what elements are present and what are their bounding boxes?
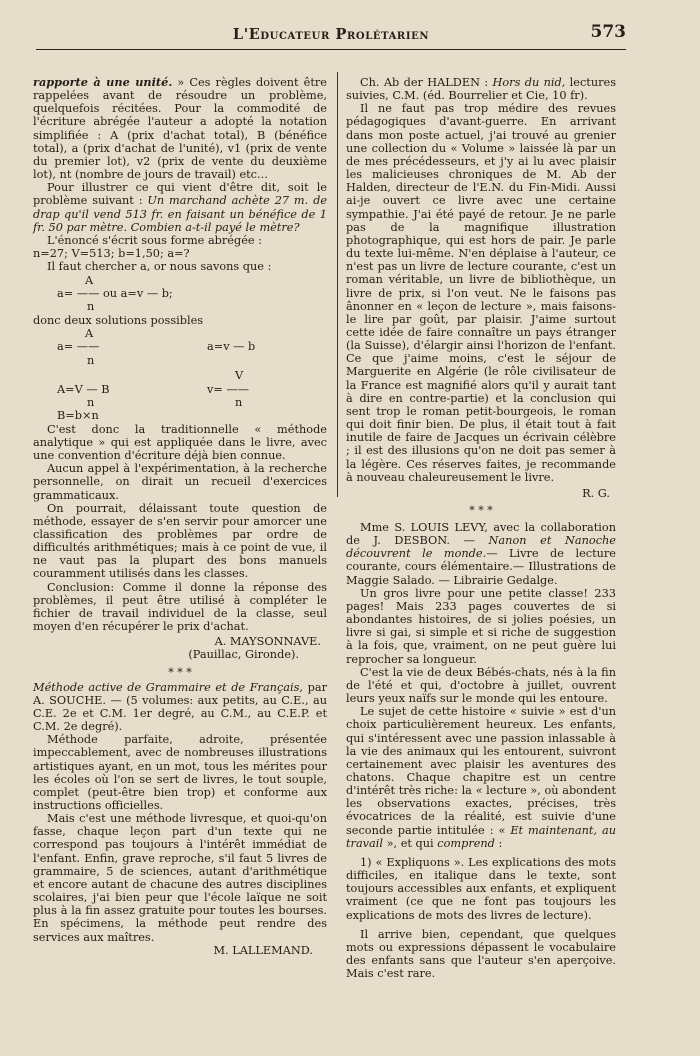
formula-denominator: n <box>87 300 95 314</box>
page-header <box>36 20 626 48</box>
review-1-paragraph: L'énoncé s'écrit sous forme abrégée : <box>47 233 262 247</box>
review-1-paragraph: On pourrait, délaissant toute question de méthode, essayer de s'en servir pour amorcer une classification des problèmes par ordre de difficultés arithmétiques; mais à ce point de vue, il ne vaut pas la plupart des bons manuels couramment utilisés dans les classes. <box>33 501 327 581</box>
review-1-paragraph <box>33 76 327 181</box>
formula-4: B=b×n <box>57 409 99 423</box>
problem-statement: Un marchand achète 27 m. de drap qu'il vend 513 fr. en faisant un bénéfice de 1 fr. 50 par mètre. Combien a-t-il payé le mètre? <box>33 194 327 234</box>
formula-2 <box>33 327 327 367</box>
section-stars: * * * <box>168 665 192 679</box>
formula-left: A=V — B <box>57 382 110 396</box>
book-author: Mme S. LOUIS LEVY, avec la collaboration de J. DESBON. — <box>346 521 616 548</box>
paragraph-text: », et qui <box>383 836 438 850</box>
review-4-paragraph <box>346 705 616 850</box>
review-3-signature: R. G. <box>582 486 610 500</box>
review-4-paragraph: C'est la vie de deux Bébés-chats, nés à la fin de l'été et qui, d'octobre à juillet, ouvrent leurs yeux naïfs sur le monde qui les entoure. <box>346 665 616 706</box>
formula-denominator: n <box>235 395 243 409</box>
review-2-paragraph: Mais c'est une méthode livresque, et quoi-qu'on fasse, chaque leçon part d'un texte qui ne correspond pas toujours à l'intérêt immédiat de l'enfant. Enfin, grave reproche, s'il faut 5 livres de grammaire, 5 de sciences, autant d'arithmétique et encore autant de chacune des autres disciplines scolaires, j'ai bien peur que l'école laïque ne soit plus à la fin assez gratuite pour toutes les bourses. En spécimens, la méthode peut rendre des services aux maîtres. <box>33 812 327 944</box>
page-number: 573 <box>590 22 626 42</box>
review-2-heading <box>33 681 327 734</box>
left-column <box>33 76 327 957</box>
review-1-paragraph: C'est donc la traditionnelle « méthode analytique » qui est appliquée dans le livre, avec une convention d'écriture déjà bien connue. <box>33 422 327 463</box>
journal-title: L'Educateur Prolétarien <box>232 26 430 43</box>
right-column <box>346 76 616 980</box>
review-1-conclusion: Conclusion: Comme il donne la réponse des problèmes, il peut être utilisé à compléter le fichier de travail individuel de la classe, seul moyen d'en récupérer le prix d'achat. <box>33 580 327 634</box>
review-1-paragraph: donc deux solutions possibles <box>33 313 204 327</box>
section-stars: * * * <box>469 504 493 517</box>
formula-right: v= —— <box>207 382 250 396</box>
review-1-place: (Pauillac, Gironde). <box>188 648 299 662</box>
formula-denominator: n <box>87 395 95 409</box>
formula-numerator: A <box>85 326 94 340</box>
review-3-paragraph: Il ne faut pas trop médire des revues pédagogiques d'avant-guerre. En arrivant dans mon poste actuel, j'ai trouvé au grenier une collection du « Volume » laissée là par un de mes précédesseurs, et j'y ai lu avec plaisir les malicieuses chroniques de M. Ab der Halden, directeur de l'E.N. du Fin-Midi. Aussi ai-je ouvert ce livre avec une certaine sympathie. J'ai été payé de retour. Je ne parle pas de la magnifique illustration photographique, qui est hors de pair. Je parle du texte lui-même. N'en déplaise à l'auteur, ce n'est pas un livre de lecture courante, c'est un roman véritable, un livre de bibliothèque, un livre de prix, si l'on veut. Ne le faisons pas ânonner en « leçon de lecture », mais faisons-le lire par goût, par plaisir. J'aime surtout cette idée de faire connaître un pays étranger (la Suisse), d'élargir ainsi l'horizon de l'enfant. Ce que j'aime moins, c'est le séjour de Marguerite en Algérie (le rôle civilisateur de la France est magnifié alors qu'il y aurait tant à dire en contre-partie) et la conclusion qui sent trop le roman petit-bourgeois, le roman qui doit finir bien. De plus, il était tout à fait inutile de faire de Jacques un écrivain célèbre ; il est des illusions qu'on ne doit pas semer à la légère. Ces réserves faites, je recommande à nouveau chaleureusement le livre. <box>346 102 616 484</box>
book-title: Nanon et Nanoche découvrent le monde. <box>346 534 616 561</box>
formula-numerator: V <box>235 369 244 383</box>
book-info: — Livre de lecture courante, cours élémentaire.— Illustrations de Maggie Salado. — Librairie Gedalge. <box>346 547 616 587</box>
paragraph-text: : <box>494 836 503 850</box>
emphasis-text: comprend <box>437 836 495 850</box>
paragraph-text: Pour illustrer ce qui vient d'être dit, soit le problème suivant : <box>33 181 327 208</box>
review-1-paragraph: Il faut chercher a, or nous savons que : <box>47 260 272 274</box>
book-title: Méthode active de Grammaire et de Français, <box>33 680 304 694</box>
formula-denominator: n <box>87 353 95 367</box>
review-1-paragraph <box>33 181 327 234</box>
emphasis-text: Et maintenant, au travail <box>346 823 616 850</box>
book-title: Hors du nid, <box>492 76 566 89</box>
book-info: lectures suivies, C.M. (éd. Bourrelier et Cie, 10 fr). <box>346 76 616 103</box>
paragraph-text: » Ces règles doivent être rappelées avant de résoudre un problème, quelquefois récitées. Pour la commodité de l'écriture abrégée l'auteur a adopté la notation simplifiée : A (prix d'achat total), B (bénéfice total), a (prix d'achat de l'unité), v1 (prix de vente du premier lot), v2 (prix de vente du deuxième lot), nt (nombre de jours de travail) etc... <box>33 76 327 182</box>
review-4-heading <box>346 521 616 587</box>
emphasis-text: rapporte à une unité. <box>33 75 173 89</box>
review-4-paragraph: Il arrive bien, cependant, que quelques mots ou expressions dépassent le vocabulaire des enfants sans que l'auteur s'en aperçoive. Mais c'est rare. <box>346 927 616 981</box>
review-3-heading <box>346 76 616 102</box>
formula-left: a= —— <box>57 340 100 354</box>
review-4-paragraph: Un gros livre pour une petite classe! 233 pages! Mais 233 pages couvertes de si abondantes histoires, de si jolies poésies, un livre si gai, si simple et si riche de suggestion à la fois, que, vraiment, on ne peut guère lui reprocher sa longueur. <box>346 586 616 666</box>
formula-3 <box>33 369 327 409</box>
header-rule <box>36 49 626 50</box>
book-author: Ch. Ab der HALDEN : <box>360 76 493 89</box>
abbreviated-values: n=27; V=513; b=1,50; a=? <box>33 247 190 261</box>
review-4-paragraph: 1) « Expliquons ». Les explications des mots difficiles, en italique dans le texte, sont toujours accessibles aux enfants, et expliquent vraiment (ce que ne font pas toujours les explications de mots des livres de lecture). <box>346 855 616 922</box>
formula-right: a=v — b <box>207 340 256 354</box>
review-1-paragraph: Aucun appel à l'expérimentation, à la recherche personnelle, on dirait un recueil d'exercices grammaticaux. <box>33 462 327 502</box>
review-1-signature: A. MAYSONNAVE. <box>214 635 321 649</box>
paragraph-text: Le sujet de cette histoire « suivie » est d'un choix particulièrement heureux. Les enfants, qui s'intéressent avec une passion inlassable à la vie des animaux qui les entourent, suivront certainement avec plaisir les aventures des chatons. Chaque chapitre est un centre d'intérêt très riche: la « lecture », où abondent les observations exactes, précises, très évocatrices de la réalité, est suivie d'une seconde partie intitulée : « <box>346 705 616 837</box>
column-divider <box>337 72 338 497</box>
formula-1 <box>33 274 327 314</box>
book-info: par A. SOUCHE. — (5 volumes: aux petits, au C.E., au C.E. 2e et C.M. 1er degré, au C.M., au C.E.P. et C.M. 2e degré). <box>33 680 327 734</box>
review-3-box <box>346 76 616 500</box>
formula-line: a= —— ou a=v — b; <box>57 287 173 300</box>
review-2-signature: M. LALLEMAND. <box>213 943 313 957</box>
formula-numerator: A <box>85 273 94 287</box>
review-2-paragraph: Méthode parfaite, adroite, présentée impeccablement, avec de nombreuses illustrations artistiques ayant, en un mot, tous les mérites pour les écoles où l'on se sert de livres, le tout souple, complet (peut-être bien trop) et conforme aux instructions officielles. <box>33 733 327 812</box>
